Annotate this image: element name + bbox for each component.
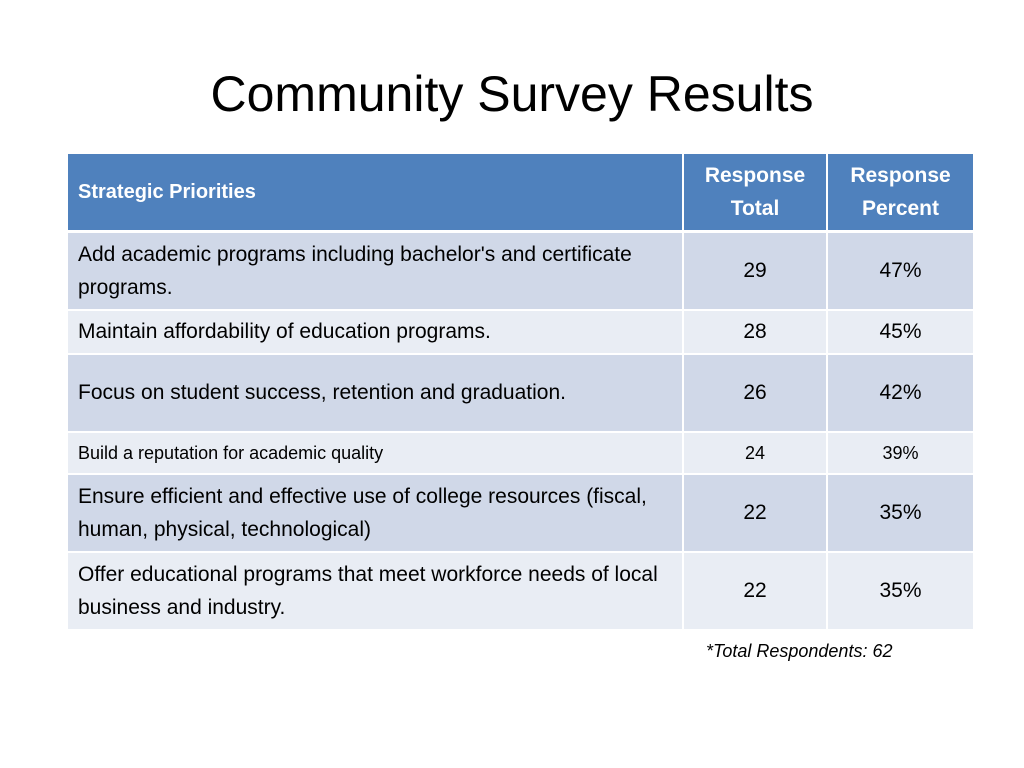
survey-results-table bbox=[68, 154, 973, 631]
header-response-total: Response Total bbox=[683, 154, 827, 232]
response-total-cell: 26 bbox=[683, 354, 827, 432]
table-header-row bbox=[68, 154, 973, 232]
priority-cell: Build a reputation for academic quality bbox=[68, 432, 683, 474]
response-percent-cell: 35% bbox=[827, 552, 973, 630]
priority-cell: Ensure efficient and effective use of college resources (fiscal, human, physical, technological) bbox=[68, 474, 683, 552]
slide-title: Community Survey Results bbox=[210, 66, 814, 122]
response-total-cell: 28 bbox=[683, 310, 827, 354]
response-percent-cell: 42% bbox=[827, 354, 973, 432]
header-strategic-priorities: Strategic Priorities bbox=[68, 154, 683, 232]
table-row bbox=[68, 232, 973, 310]
table-row bbox=[68, 432, 973, 474]
table-row bbox=[68, 474, 973, 552]
table-row bbox=[68, 310, 973, 354]
table-row bbox=[68, 552, 973, 630]
priority-cell: Focus on student success, retention and graduation. bbox=[68, 354, 683, 432]
response-total-cell: 22 bbox=[683, 474, 827, 552]
priority-cell: Offer educational programs that meet workforce needs of local business and industry. bbox=[68, 552, 683, 630]
response-percent-cell: 47% bbox=[827, 232, 973, 310]
response-total-cell: 22 bbox=[683, 552, 827, 630]
header-response-percent: Response Percent bbox=[827, 154, 973, 232]
priority-cell: Maintain affordability of education programs. bbox=[68, 310, 683, 354]
priority-cell: Add academic programs including bachelor's and certificate programs. bbox=[68, 232, 683, 310]
response-total-cell: 24 bbox=[683, 432, 827, 474]
total-respondents-footnote: *Total Respondents: 62 bbox=[706, 641, 893, 661]
response-percent-cell: 35% bbox=[827, 474, 973, 552]
response-total-cell: 29 bbox=[683, 232, 827, 310]
response-percent-cell: 45% bbox=[827, 310, 973, 354]
table-row bbox=[68, 354, 973, 432]
response-percent-cell: 39% bbox=[827, 432, 973, 474]
